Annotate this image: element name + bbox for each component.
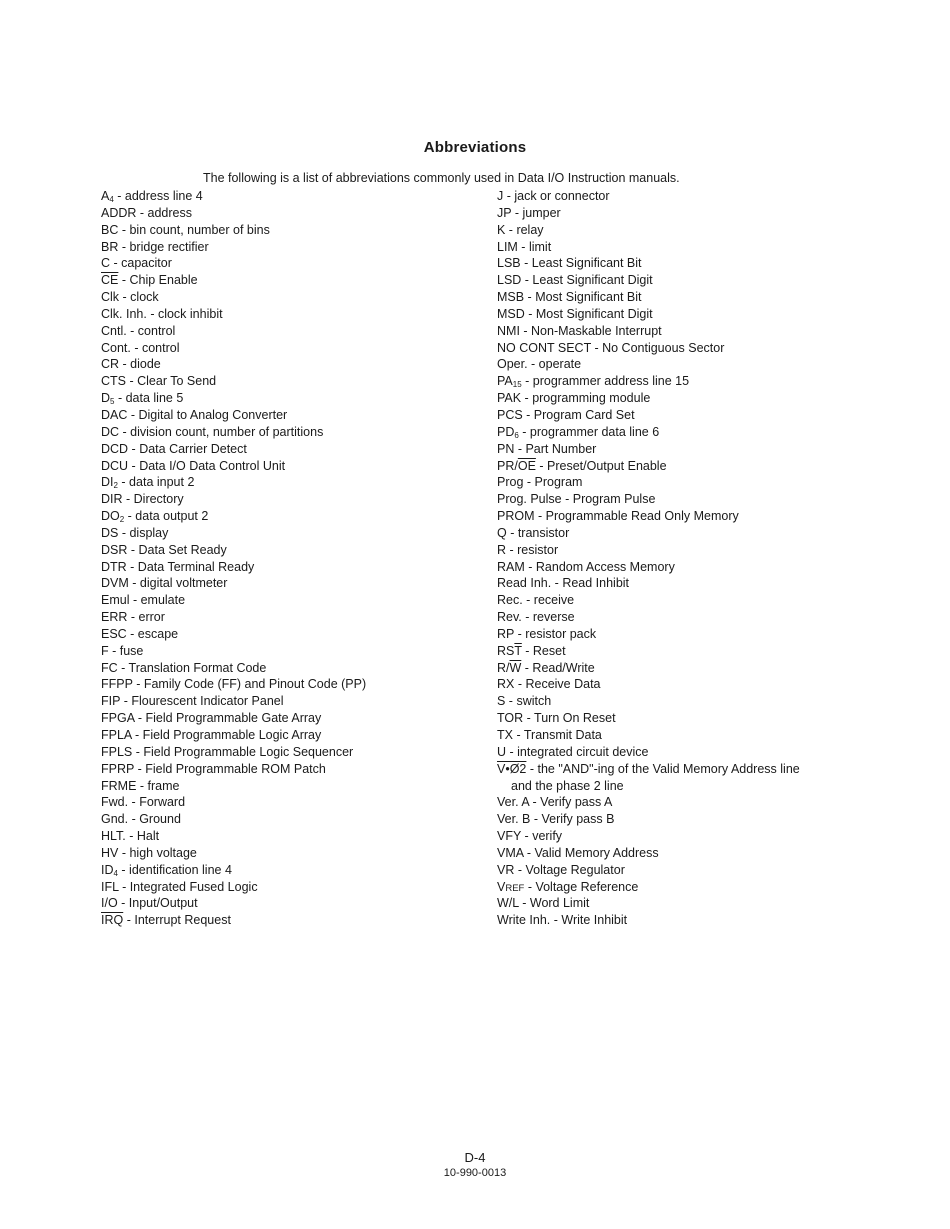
abbreviation-entry: W/L - Word Limit [497, 896, 590, 911]
abbreviation-entry: Ver. B - Verify pass B [497, 812, 615, 827]
subscript: 5 [110, 397, 115, 407]
abbreviation-entry [497, 660, 917, 677]
abbreviation-definition: - Reset [521, 643, 566, 658]
abbreviation-entry: Q - transistor [497, 525, 570, 540]
abbreviation-entry [101, 188, 481, 205]
abbreviation-definition: - Preset/Output Enable [535, 458, 667, 473]
abbreviation-entry: TX - Transmit Data [497, 728, 602, 742]
abbreviation-entry: DIR - Directory [101, 492, 184, 507]
abbreviation-entry: Rec. - receive [497, 593, 575, 608]
subscript: 4 [109, 195, 114, 204]
abbreviation-entry: ERR - error [101, 610, 165, 625]
small-caps-subscript: REF [505, 882, 525, 894]
abbreviation-entry: Cntl. - control [101, 323, 176, 338]
abbreviation-entry: U - integrated circuit device [497, 744, 649, 759]
abbreviation-entry: Emul - emulate [101, 593, 186, 608]
abbreviation-entry: DVM - digital voltmeter [101, 576, 228, 591]
abbreviation-entry: PN - Part Number [497, 441, 597, 456]
abbreviation-entry: MSD - Most Significant Digit [497, 306, 653, 321]
abbreviation-entry: DAC - Digital to Analog Converter [101, 407, 288, 422]
abbreviation-entry: R - resistor [497, 542, 559, 557]
abbreviation-entry: Fwd. - Forward [101, 795, 186, 810]
abbreviation-entry: VR - Voltage Regulator [497, 862, 625, 877]
abbreviation-entry [497, 879, 917, 896]
abbreviation-entry: PCS - Program Card Set [497, 407, 635, 422]
abbreviation-definition: - data line 5 [114, 391, 184, 406]
abbreviation-part: PD [497, 424, 515, 439]
overlined-signal: $\overline{CE}$ [101, 273, 119, 288]
abbreviation-entry: Prog - Program [497, 475, 583, 490]
document-number: 10-990-0013 [443, 1167, 507, 1179]
abbreviation-entry: I/O - Input/Output [101, 896, 198, 911]
abbreviation-definition: - Interrupt Request [123, 913, 231, 928]
abbreviation-part: D [101, 391, 111, 406]
abbreviation-entry: FPLA - Field Programmable Logic Array [101, 728, 322, 742]
abbreviation-entry: LIM - limit [497, 239, 552, 254]
abbreviation-part: PA [497, 374, 513, 389]
abbreviation-entry: LSB - Least Significant Bit [497, 256, 642, 271]
abbreviation-entry: HV - high voltage [101, 845, 197, 860]
abbreviation-definition: - identification line 4 [117, 862, 232, 877]
abbreviation-entry: Clk - clock [101, 290, 159, 305]
abbreviation-entry [101, 912, 481, 929]
abbreviation-entry: C - capacitor [101, 256, 172, 271]
abbreviation-entry: FIP - Flourescent Indicator Panel [101, 694, 284, 709]
abbreviation-definition: - address line 4 [113, 189, 203, 203]
abbreviation-definition: - Read/Write [521, 660, 595, 675]
abbreviation-entry [101, 862, 481, 879]
abbreviation-entry: LSD - Least Significant Digit [497, 273, 653, 288]
abbreviation-entry: Prog. Pulse - Program Pulse [497, 492, 656, 507]
abbreviations-right-column [497, 188, 917, 929]
abbreviation-entry [101, 390, 481, 407]
abbreviation-entry: K - relay [497, 222, 544, 237]
abbreviation-entry: HLT. - Halt [101, 829, 160, 844]
abbreviation-entry: FPRP - Field Programmable ROM Patch [101, 761, 326, 776]
page-title: Abbreviations [423, 139, 527, 156]
abbreviation-part: A [101, 189, 110, 203]
abbreviation-entry: DTR - Data Terminal Ready [101, 559, 255, 574]
abbreviation-entry [497, 373, 917, 390]
abbreviation-entry: FRME - frame [101, 778, 180, 793]
abbreviation-entry [497, 643, 917, 660]
abbreviation-entry: ESC - escape [101, 626, 179, 641]
abbreviation-definition: - Chip Enable [118, 273, 198, 288]
abbreviation-entry: JP - jumper [497, 205, 561, 220]
abbreviation-entry: RP - resistor pack [497, 626, 597, 641]
abbreviation-entry: MSB - Most Significant Bit [497, 290, 642, 305]
abbreviation-entry: S - switch [497, 694, 552, 709]
abbreviation-entry [497, 761, 917, 795]
abbreviation-definition: - the "AND"-ing of the Valid Memory Address line [526, 761, 800, 776]
subscript: 2 [119, 515, 125, 525]
abbreviation-entry: FC - Translation Format Code [101, 660, 267, 675]
overlined-signal: $\overline{OE}$ [517, 458, 536, 473]
abbreviation-entry: DC - division count, number of partitions [101, 424, 324, 439]
abbreviation-entry: RX - Receive Data [497, 677, 601, 692]
abbreviation-entry: VFY - verify [497, 829, 563, 844]
abbreviation-part: V [497, 879, 506, 894]
abbreviation-entry: Gnd. - Ground [101, 812, 181, 827]
abbreviation-entry: Oper. - operate [497, 357, 582, 372]
abbreviation-entry: Read Inh. - Read Inhibit [497, 576, 630, 591]
abbreviation-entry: NMI - Non-Maskable Interrupt [497, 323, 662, 338]
abbreviation-entry [497, 424, 917, 441]
subscript: 6 [514, 430, 519, 440]
abbreviation-entry: Write Inh. - Write Inhibit [497, 913, 628, 928]
abbreviation-entry: BC - bin count, number of bins [101, 222, 270, 237]
abbreviation-entry: IFL - Integrated Fused Logic [101, 879, 258, 894]
abbreviation-entry: BR - bridge rectifier [101, 239, 209, 254]
abbreviation-entry: ADDR - address [101, 205, 192, 220]
overlined-signal: $\overline{W}$ [509, 660, 522, 675]
abbreviation-definition: - data input 2 [117, 475, 195, 490]
subscript: 4 [113, 868, 118, 878]
abbreviation-entry: VMA - Valid Memory Address [497, 845, 659, 860]
abbreviation-entry [101, 272, 481, 289]
abbreviation-part: ID [101, 862, 114, 877]
abbreviation-entry: RAM - Random Access Memory [497, 559, 675, 574]
abbreviation-part: R/ [497, 660, 510, 675]
abbreviation-entry: TOR - Turn On Reset [497, 711, 616, 726]
abbreviation-entry: CR - diode [101, 357, 161, 372]
abbreviations-left-column [101, 188, 481, 929]
abbreviation-entry [101, 474, 481, 491]
abbreviation-entry: CTS - Clear To Send [101, 374, 217, 389]
abbreviation-part: DI [101, 475, 114, 490]
abbreviation-part: PR/ [497, 458, 518, 473]
abbreviation-definition: - data output 2 [124, 509, 209, 524]
abbreviation-part: DO [101, 509, 120, 524]
subscript: 15 [512, 380, 522, 390]
abbreviation-entry: PAK - programming module [497, 391, 651, 406]
abbreviation-entry: PROM - Programmable Read Only Memory [497, 509, 739, 524]
abbreviation-entry: DS - display [101, 525, 169, 540]
abbreviation-entry: F - fuse [101, 643, 144, 658]
abbreviation-entry [101, 508, 481, 525]
abbreviation-part: RS [497, 643, 515, 658]
abbreviation-entry: Clk. Inh. - clock inhibit [101, 306, 223, 321]
abbreviation-entry: FPLS - Field Programmable Logic Sequencer [101, 744, 354, 759]
abbreviation-entry: Ver. A - Verify pass A [497, 795, 613, 810]
abbreviation-entry [497, 458, 917, 475]
overlined-signal: $\overline{IRQ}$ [101, 913, 124, 928]
abbreviation-entry: Rev. - reverse [497, 610, 575, 625]
overlined-signal: $\overline{T}$ [514, 643, 522, 658]
page-number: D-4 [464, 1150, 486, 1165]
abbreviation-entry: DSR - Data Set Ready [101, 542, 227, 557]
subscript: 2 [113, 481, 118, 491]
abbreviation-entry: DCD - Data Carrier Detect [101, 441, 247, 456]
abbreviation-entry: NO CONT SECT - No Contiguous Sector [497, 340, 725, 355]
abbreviation-entry: J - jack or connector [497, 189, 610, 203]
abbreviation-definition: - programmer data line 6 [518, 424, 660, 439]
abbreviation-entry: FPGA - Field Programmable Gate Array [101, 711, 322, 726]
intro-text: The following is a list of abbreviations commonly used in Data I/O Instruction manuals. [203, 171, 680, 185]
abbreviation-entry: FFPP - Family Code (FF) and Pinout Code (PP) [101, 677, 367, 692]
definition-continuation: and the phase 2 line [511, 778, 624, 793]
abbreviation-entry: DCU - Data I/O Data Control Unit [101, 458, 286, 473]
abbreviation-entry: Cont. - control [101, 340, 180, 355]
overlined-signal: V•Ø2 [497, 761, 527, 776]
abbreviation-definition: - programmer address line 15 [521, 374, 690, 389]
abbreviation-definition: - Voltage Reference [524, 879, 639, 894]
